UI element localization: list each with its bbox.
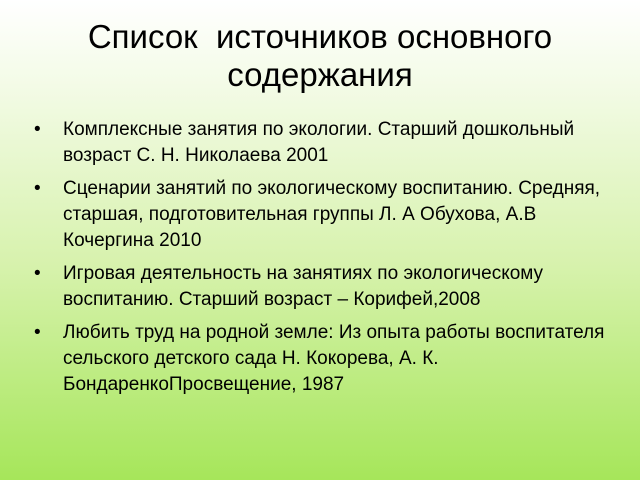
bullet-icon: •	[34, 178, 41, 199]
list-item	[30, 320, 620, 398]
source-list	[30, 117, 620, 405]
slide-title-line-2: содержания	[227, 56, 413, 93]
slide-title-line-1: Список источников основного	[87, 18, 553, 55]
list-item	[30, 261, 620, 313]
bullet-icon: •	[34, 119, 41, 140]
list-item-text: Комплексные занятия по экологии. Старший дошкольный возраст С. Н. Николаева 2001	[63, 119, 575, 166]
list-item-text: Игровая деятельность на занятиях по экологическому воспитанию. Старший возраст – Корифей,2008	[63, 263, 544, 310]
list-item-text: Любить труд на родной земле: Из опыта работы воспитателя сельского детского сада Н. Кокорева, А. К. БондаренкоПросвещение, 1987	[63, 322, 605, 395]
bullet-icon: •	[34, 322, 41, 343]
list-item	[30, 176, 620, 254]
list-item	[30, 117, 620, 169]
slide-title	[0, 18, 640, 94]
list-item-text: Сценарии занятий по экологическому воспитанию. Средняя, старшая, подготовительная группы Л. А Обухова, А.В Кочергина 2010	[63, 178, 601, 251]
bullet-icon: •	[34, 263, 41, 284]
